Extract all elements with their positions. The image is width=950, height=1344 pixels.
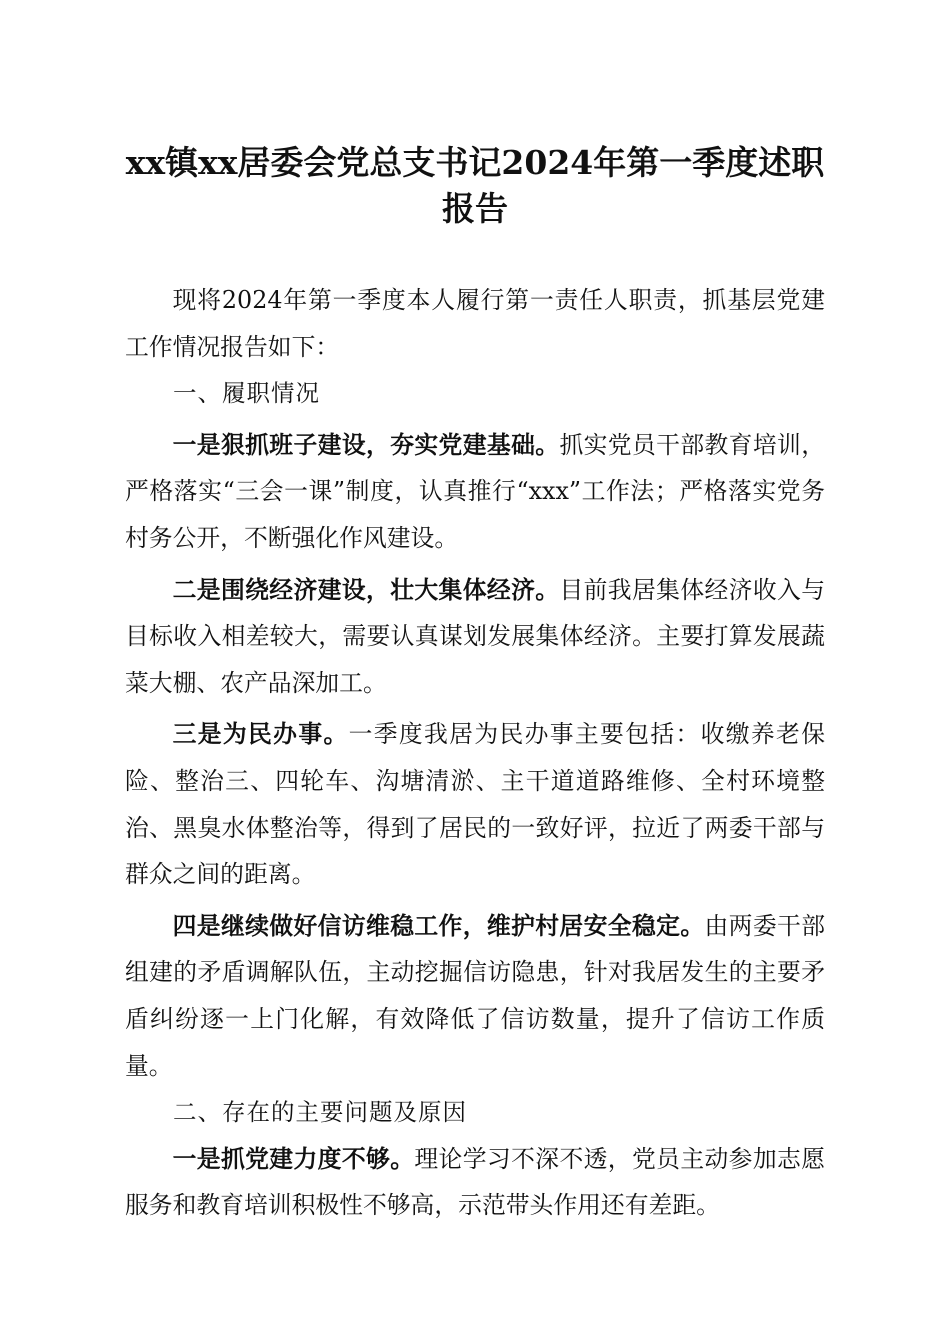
paragraph-text: 一季度我居为民办事主要包括：收缴养老保险、整治三、四轮车、沟塘清淤、主干道道路维修、全村环境整治、黑臭水体整治等，得到了居民的一致好评，拉近了两委干部与群众之间的距离。 xyxy=(125,720,826,889)
paragraph-team-building xyxy=(125,422,825,562)
intro-paragraph: 现将2024年第一季度本人履行第一责任人职责，抓基层党建工作情况报告如下： xyxy=(125,286,825,361)
section-heading-duties: 一、履职情况 xyxy=(173,379,320,408)
paragraph-lead: 三是为民办事。 xyxy=(172,720,349,749)
paragraph-text: 由两委干部组建的矛盾调解队伍，主动挖掘信访隐患，针对我居发生的主要矛盾纠纷逐一上门化解，有效降低了信访数量，提升了信访工作质量。 xyxy=(125,911,826,1080)
paragraph-economy xyxy=(125,567,825,707)
paragraph-party-building-weakness xyxy=(125,1136,825,1229)
paragraph-text: 理论学习不深不透，党员主动参加志愿服务和教育培训积极性不够高，示范带头作用还有差距。 xyxy=(125,1144,826,1220)
document-title: xx镇xx居委会党总支书记2024年第一季度述职报告 xyxy=(125,143,825,228)
document-body xyxy=(125,277,825,1229)
paragraph-lead: 一是狠抓班子建设，夯实党建基础。 xyxy=(172,430,560,459)
paragraph-petition-stability xyxy=(125,903,825,1089)
section-heading-problems: 二、存在的主要问题及原因 xyxy=(173,1098,467,1127)
paragraph-text: 目前我居集体经济收入与目标收入相差较大，需要认真谋划发展集体经济。主要打算发展蔬菜大棚、农产品深加工。 xyxy=(125,575,826,697)
paragraph-text: 抓实党员干部教育培训，严格落实“三会一课”制度，认真推行“xxx”工作法；严格落实党务村务公开，不断强化作风建设。 xyxy=(125,430,826,552)
paragraph-lead: 一是抓党建力度不够。 xyxy=(172,1144,415,1173)
paragraph-lead: 四是继续做好信访维稳工作，维护村居安全稳定。 xyxy=(172,911,705,940)
paragraph-lead: 二是围绕经济建设，壮大集体经济。 xyxy=(172,575,560,604)
paragraph-public-service xyxy=(125,711,825,897)
